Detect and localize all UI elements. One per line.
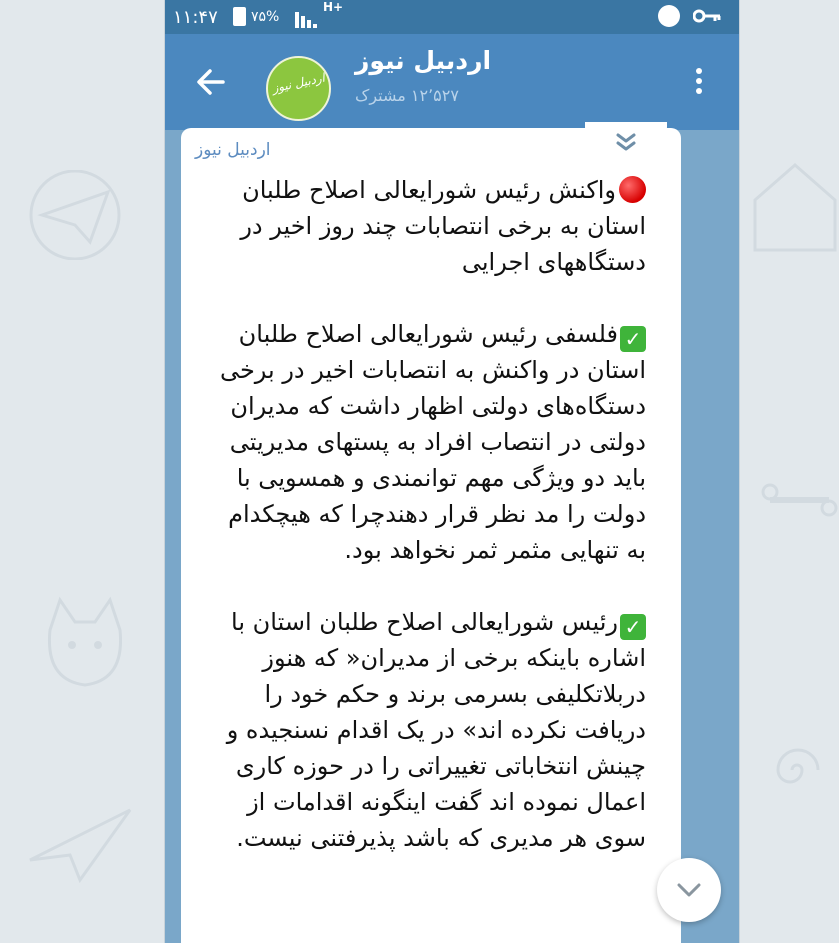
paragraph-2: فلسفی رئیس شورایعالی اصلاح طلبان استان در واکنش به انتصابات اخیر در برخی دستگاه‌های دولتی اظهار داشت که مدیران دولتی در انتصاب افراد به پستهای مدیریتی باید دو ویژگی مهم توانمندی و همسویی با دولت را مد نظر قرار دهندچرا که هیچکدام به تنهایی مثمر ثمر نخواهد بود. — [219, 320, 646, 564]
house-doodle — [750, 150, 839, 260]
message-paragraph — [211, 604, 646, 856]
message-paragraph — [211, 172, 646, 280]
bone-doodle — [760, 470, 839, 530]
cat-doodle — [30, 590, 140, 700]
more-vert-icon[interactable] — [689, 64, 709, 100]
message-author[interactable]: اردبیل نیوز — [195, 140, 271, 160]
battery-icon — [233, 7, 246, 26]
battery-percent: ۷۵% — [251, 9, 280, 25]
paper-plane-doodle — [20, 170, 130, 260]
network-type: H+ — [323, 0, 344, 14]
status-time: ۱۱:۴۷ — [173, 7, 218, 28]
paragraph-1: واکنش رئیس شورایعالی اصلاح طلبان استان به برخی انتصابات چند روز اخیر در دستگاههای اجرایی — [240, 176, 646, 276]
check-mark-icon: ✓ — [620, 614, 646, 640]
paragraph-3: رئیس شورایعالی اصلاح طلبان استان با اشاره باینکه برخی از مدیران« که هنوز دربلاتکلیفی بسرمی برند و حکم خود را دریافت نکرده اند» در یک اقدام نسنجیده و چینش انتخاباتی تغییراتی را در حوزه کاری اعمال نموده اند گفت اینگونه اقدامات از سوی هر مدیری که باشد پذیرفتنی نیست. — [226, 608, 646, 852]
channel-title[interactable]: اردبیل نیوز — [355, 46, 492, 75]
telegram-window — [165, 0, 739, 943]
double-chevron-down-icon — [613, 132, 639, 152]
status-bar — [165, 0, 739, 34]
channel-header — [165, 34, 739, 130]
red-circle-icon — [619, 176, 646, 203]
channel-avatar[interactable] — [266, 56, 331, 121]
message-paragraph — [211, 316, 646, 568]
chevron-down-icon — [676, 878, 702, 902]
subscriber-count: ۱۲٬۵۲۷ مشترک — [355, 86, 459, 105]
check-mark-icon: ✓ — [620, 326, 646, 352]
signal-icon — [295, 8, 319, 28]
spiral-doodle — [755, 720, 839, 820]
key-icon — [693, 8, 721, 24]
telegram-icon — [658, 5, 680, 27]
scroll-down-button[interactable] — [657, 858, 721, 922]
arrow-left-icon[interactable] — [191, 62, 231, 102]
plane-doodle — [20, 800, 140, 890]
message-text — [211, 172, 646, 892]
avatar-text: اردبیل نیوز — [270, 70, 327, 96]
